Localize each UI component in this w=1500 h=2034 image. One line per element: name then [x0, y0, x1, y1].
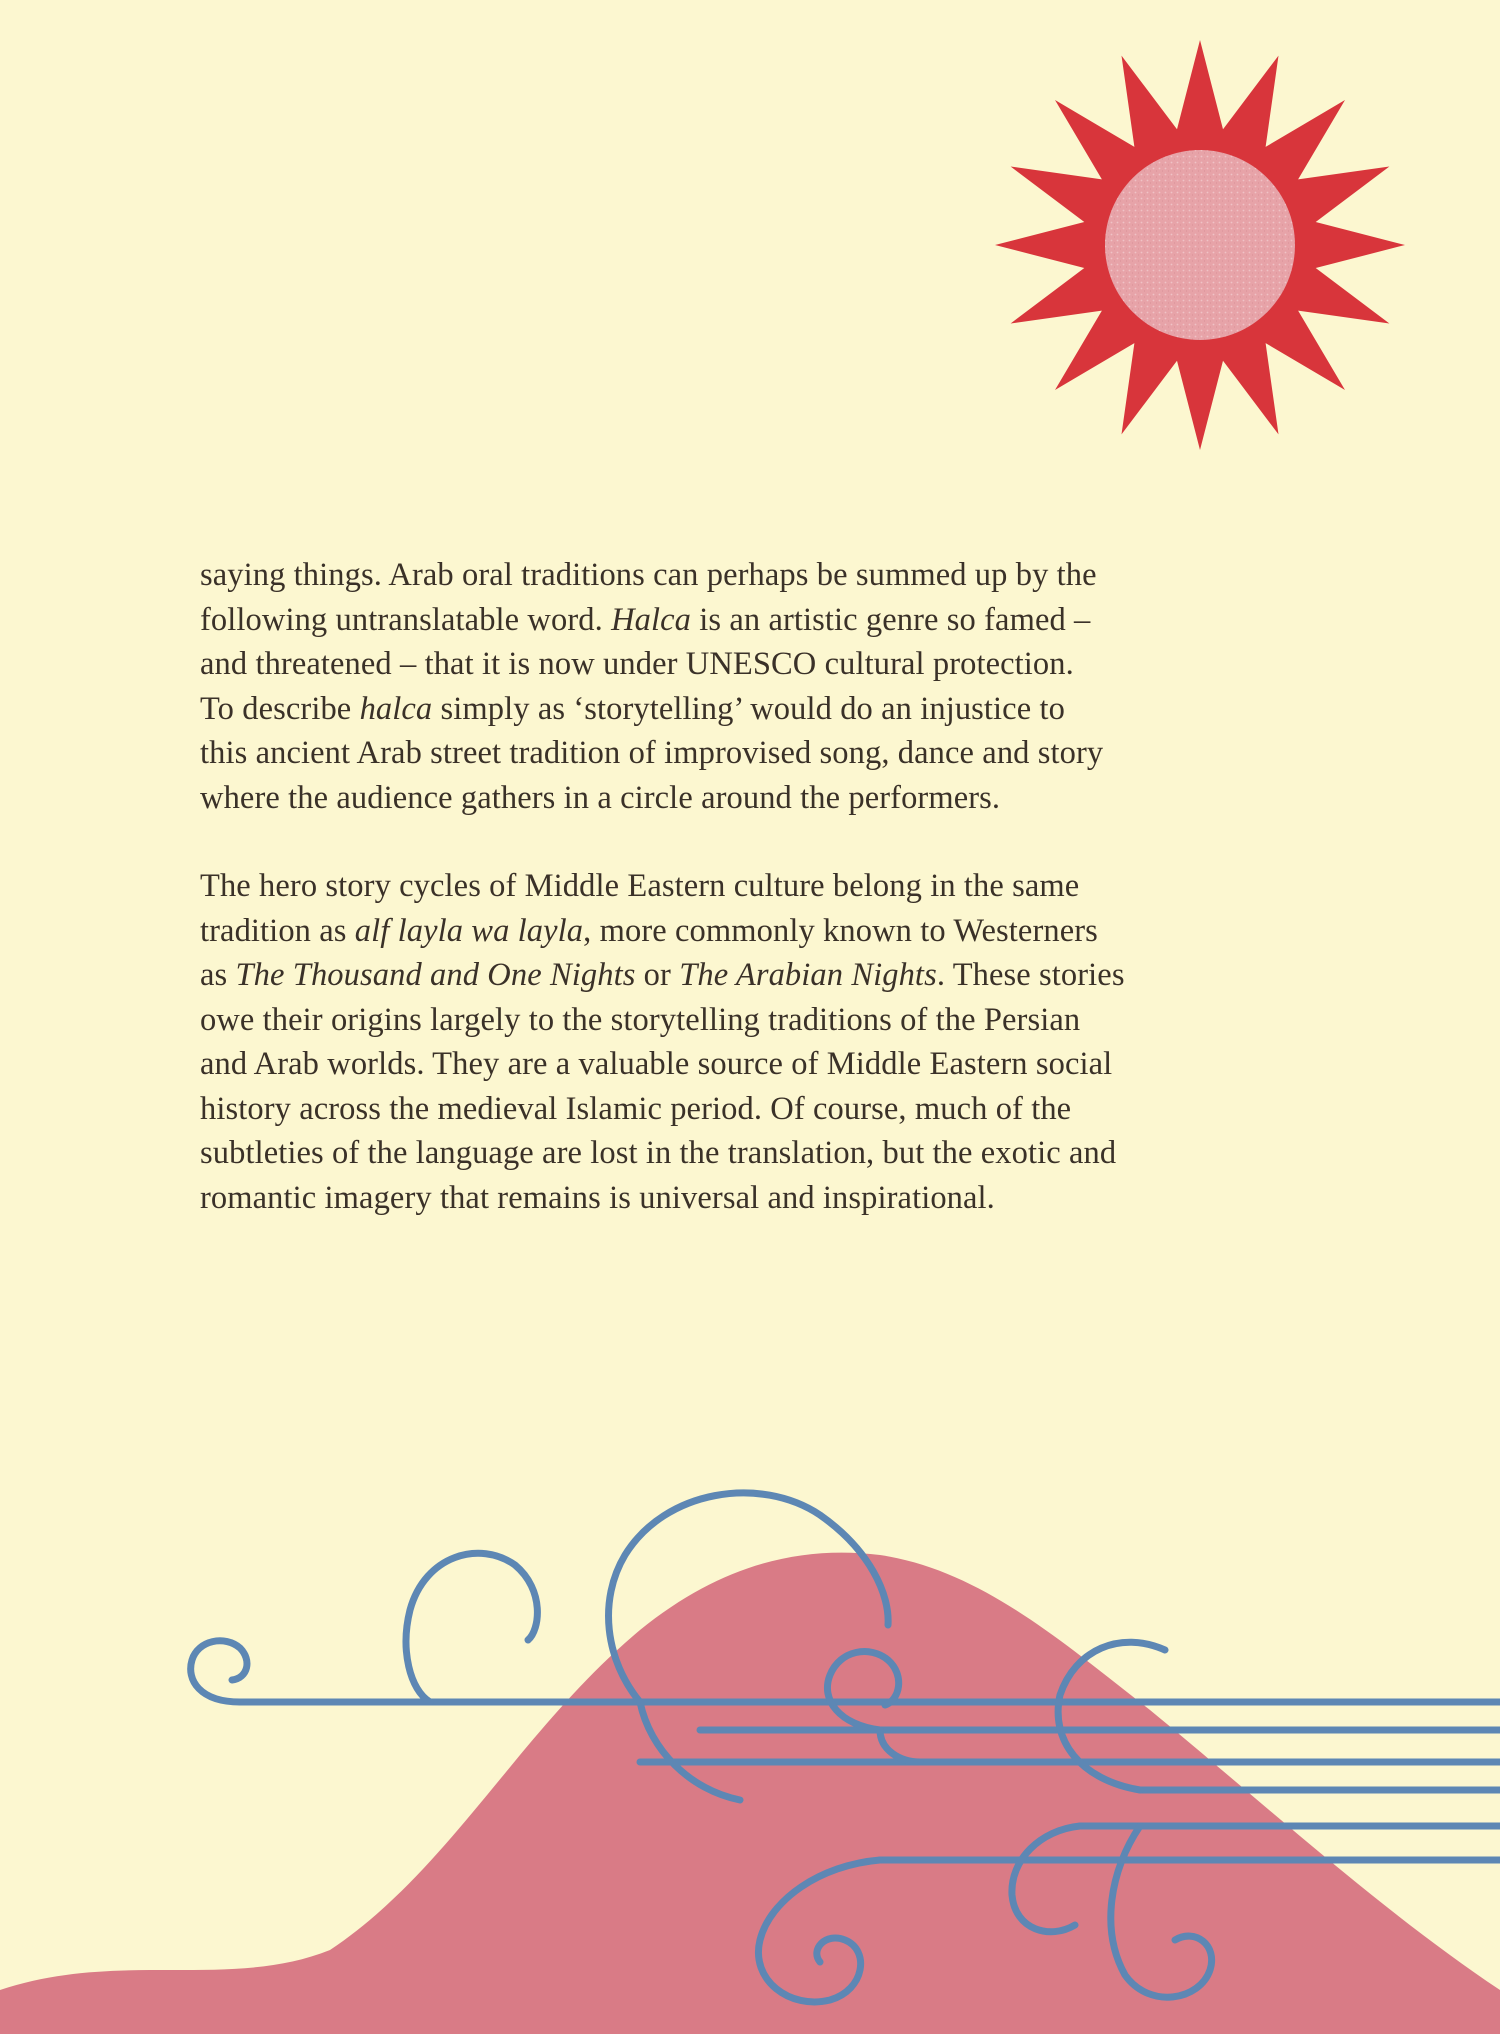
text-run: where the audience gathers in a circle around the performers.	[200, 779, 1001, 816]
text-run: The hero story cycles of Middle Eastern culture belong in the same	[200, 868, 1080, 904]
sun-disc-texture	[1105, 150, 1295, 340]
text-run: is an artistic genre so famed –	[691, 601, 1091, 638]
text-run: and threatened – that it is now under UNESCO cultural protection.	[200, 646, 1074, 682]
text-run: or	[635, 957, 680, 993]
body-text	[200, 553, 1310, 1220]
text-line	[200, 1042, 1310, 1087]
text-run: and Arab worlds. They are a valuable source of Middle Eastern social	[200, 1046, 1113, 1082]
italic-text: Halca	[611, 601, 692, 638]
text-run: as	[200, 957, 236, 993]
italic-text: The Thousand and One Nights	[235, 957, 636, 993]
text-run: owe their origins largely to the storytelling traditions of the Persian	[200, 1001, 1081, 1038]
text-line	[200, 642, 1310, 687]
text-line	[200, 909, 1310, 954]
text-line	[200, 953, 1310, 998]
swirl-top-left	[406, 1553, 537, 1702]
text-line	[200, 1131, 1310, 1176]
hill-and-wind-illustration	[0, 1350, 1500, 2034]
text-run: this ancient Arab street tradition of improvised song, dance and story	[200, 735, 1104, 771]
sun-icon	[990, 35, 1410, 455]
text-run: simply as ‘storytelling’ would do an injustice to	[432, 690, 1065, 727]
text-run: To describe	[200, 690, 360, 727]
text-run: tradition as	[200, 912, 355, 949]
text-line	[200, 1176, 1310, 1221]
text-run: saying things. Arab oral traditions can perhaps be summed up by the	[200, 557, 1097, 593]
text-line	[200, 998, 1310, 1043]
text-run: subtleties of the language are lost in the translation, but the exotic and	[200, 1135, 1117, 1171]
italic-text: halca	[359, 690, 433, 727]
text-line	[200, 731, 1310, 776]
text-line	[200, 687, 1310, 732]
text-line	[200, 776, 1310, 821]
paragraph-hero-story-cycles	[200, 864, 1310, 1220]
text-run: . These stories	[936, 957, 1125, 993]
paragraph-halca	[200, 553, 1310, 820]
text-run: romantic imagery that remains is universal and inspirational.	[200, 1179, 995, 1216]
text-run: following untranslatable word.	[200, 601, 612, 638]
text-line	[200, 598, 1310, 643]
text-line	[200, 864, 1310, 909]
text-line	[200, 1087, 1310, 1132]
italic-text: alf layla wa layla	[354, 912, 584, 949]
text-run: history across the medieval Islamic period. Of course, much of the	[200, 1090, 1072, 1127]
text-line	[200, 553, 1310, 598]
italic-text: The Arabian Nights	[679, 957, 937, 993]
text-run: , more commonly known to Westerners	[583, 912, 1098, 949]
swirl-left	[191, 1641, 247, 1702]
